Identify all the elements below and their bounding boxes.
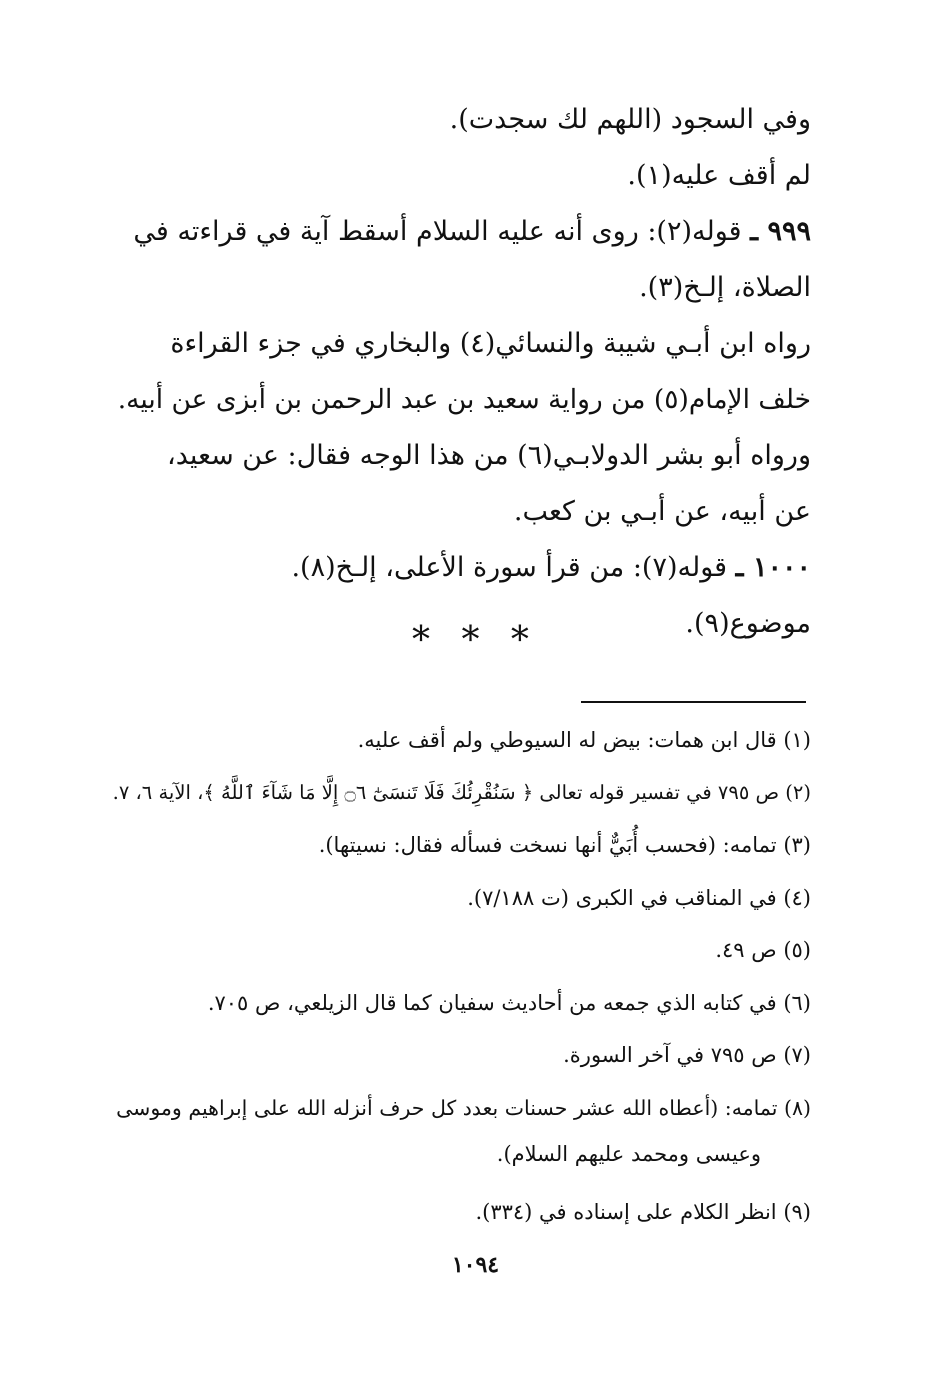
- paragraph-rawahu-dulabi-line2: عن أبيه، عن أبـي بن كعب.: [513, 496, 811, 527]
- text-line-mawdu: موضوع(٩).: [685, 608, 811, 639]
- entry-999-line2: الصلاة، إلـخ(٣).: [639, 272, 811, 303]
- footnote-2: (٢) ص ٧٩٥ في تفسير قوله تعالى ﴿ سَنُقْرِئُكَ فَلَا تَنسَىٰٓ ۝٦ إِلَّا مَا شَآءَ ٱللَّهُ ﴾، الآية ٦، ٧.: [112, 780, 811, 804]
- footnote-3: (٣) تمامه: (فحسب أُبَيٌّ أنها نسخت فسأله فقال: نسيتها).: [318, 833, 811, 857]
- paragraph-rawahu-dulabi: [112, 428, 811, 540]
- entry-999: [112, 204, 811, 316]
- footnote-4: (٤) في المناقب في الكبرى (ت ٧/١٨٨).: [467, 885, 811, 910]
- footnote-7: (٧) ص ٧٩٥ في آخر السورة.: [563, 1043, 811, 1067]
- paragraph-rawahu-line1: رواه ابن أبـي شيبة والنسائي(٤) والبخاري في جزء القراءة: [170, 328, 811, 359]
- entry-1000-line: [112, 540, 811, 596]
- entry-999-line1: [112, 204, 811, 260]
- footnote-1: (١) قال ابن همات: بيض له السيوطي ولم أقف عليه.: [357, 728, 811, 752]
- footnotes: [112, 714, 811, 1239]
- footnote-6: (٦) في كتابه الذي جمعه من أحاديث سفيان كما قال الزيلعي، ص ٧٠٥.: [207, 990, 811, 1015]
- main-text: [112, 92, 811, 652]
- section-separator-stars: * * *: [412, 620, 539, 661]
- paragraph-rawahu: [112, 316, 811, 428]
- page-number: ١٠٩٤: [451, 1252, 500, 1278]
- entry-1000-text: قوله(٧): من قرأ سورة الأعلى، إلـخ(٨).: [291, 552, 728, 583]
- footnote-9: (٩) انظر الكلام على إسناده في (٣٣٤).: [475, 1200, 811, 1224]
- footnote-8-line2: وعيسى ومحمد عليهم السلام).: [496, 1142, 761, 1166]
- footnote-5: (٥) ص ٤٩.: [715, 938, 811, 962]
- text-line-lam-aqif: لم أقف عليه(١).: [627, 160, 811, 191]
- footnote-divider: [581, 701, 806, 703]
- paragraph-rawahu-line2: خلف الإمام(٥) من رواية سعيد بن عبد الرحمن بن أبزى عن أبيه.: [117, 384, 811, 415]
- entry-1000-number: ١٠٠٠ ـ: [735, 552, 811, 583]
- text-line-sujud: وفي السجود (اللهم لك سجدت).: [449, 104, 811, 135]
- entry-999-text: قوله(٢): روى أنه عليه السلام أسقط آية في قراءته في: [133, 216, 742, 247]
- footnote-8-line1: (٨) تمامه: (أعطاه الله عشر حسنات بعدد كل حرف أنزله الله على إبراهيم وموسى: [116, 1095, 811, 1120]
- entry-999-number: ٩٩٩ ـ: [750, 216, 811, 247]
- entry-1000: [112, 540, 811, 596]
- paragraph-rawahu-dulabi-line1: ورواه أبو بشر الدولابـي(٦) من هذا الوجه فقال: عن سعيد،: [167, 440, 811, 471]
